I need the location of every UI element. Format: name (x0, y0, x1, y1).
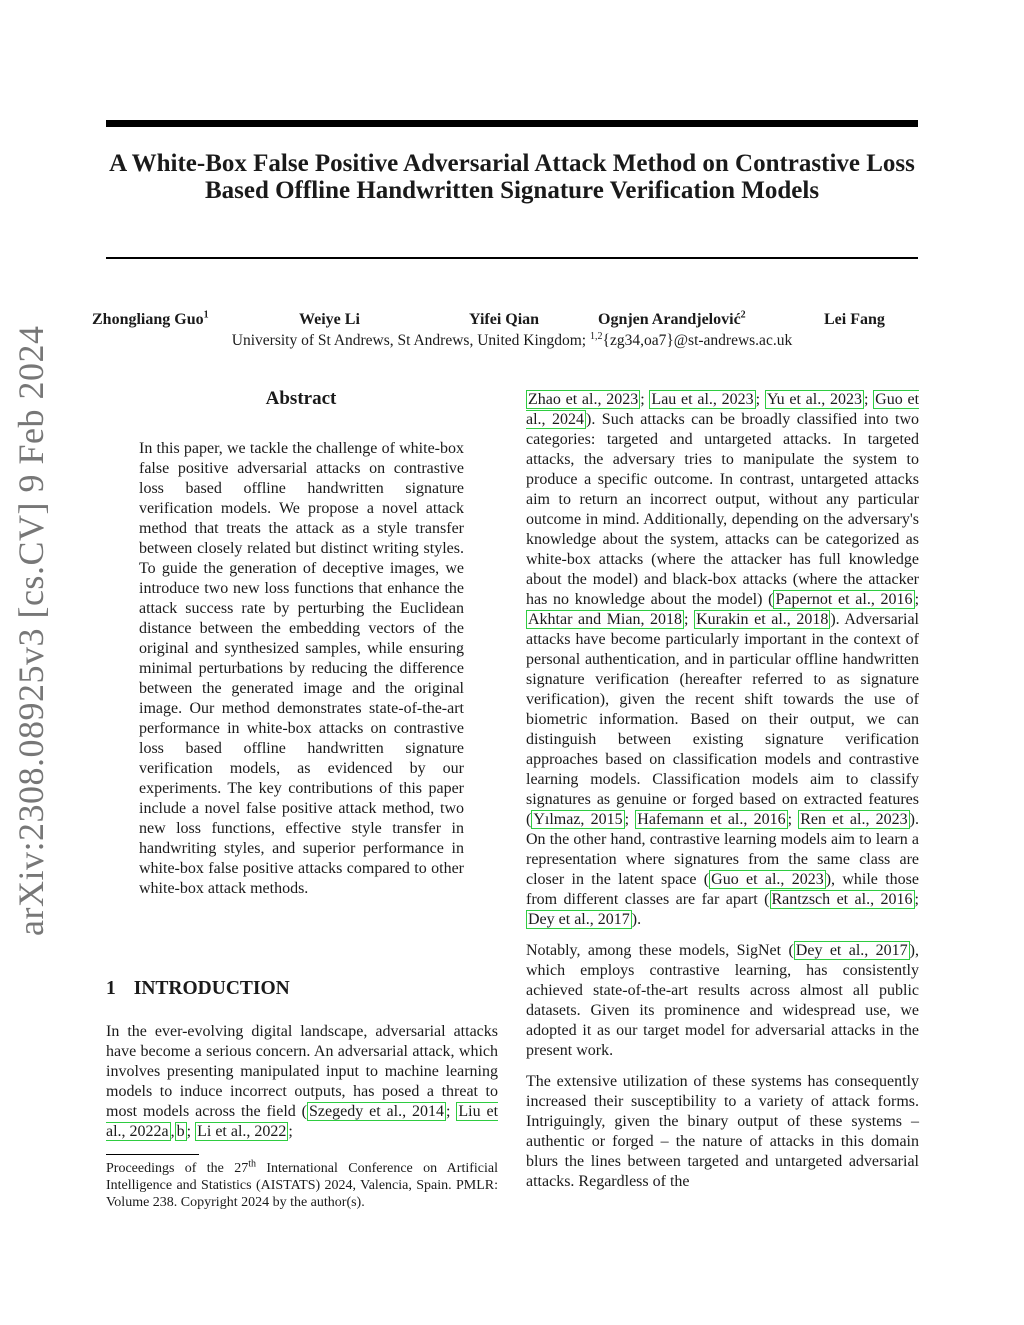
author-3: Yifei Qian (469, 311, 540, 328)
citation-link[interactable]: Zhao et al., 2023 (528, 391, 639, 408)
author-4: Ognjen Arandjelović$^2$ (598, 309, 746, 328)
citation-link[interactable]: Guo et al., 2024 (526, 391, 920, 428)
citation-link[interactable]: Lau et al., 2023 (651, 391, 754, 408)
citation-link[interactable]: Liu et al., 2022a (106, 1103, 499, 1140)
title-top-rule (106, 120, 918, 127)
citation-link[interactable]: Dey et al., 2017 (795, 942, 908, 959)
citation-link[interactable]: Hafemann et al., 2016 (637, 811, 786, 828)
citation-link[interactable]: b (176, 1123, 185, 1140)
title-bottom-rule (106, 257, 918, 259)
paragraph: Zhao et al., 2023 ; Lau et al., 2023 ; Yu et al., 2023 ; Guo et al., 2024 ). Such attacks can be broadly classified into two categories: targeted and untargeted attacks. In targeted attacks, the adversary tries to manipulate the system to produce a specific outcome. In contrast, untargeted attacks aim to return an incorrect output, without any particular outcome in mind. Additionally, depending on the adversary's knowledge about the system, attacks can be categorized as white-box attacks (where the attacker has full knowledge about the model) and black-box attacks (where the attacker has no knowledge about the model) ( Papernot et al., 2016 ; Akhtar and Mian, 2018 ; Kurakin et al., 2018 ). Adversarial attacks have become particularly important in the context of personal authentication, and in particular offline handwritten signature verification (hereafter referred to as signature verification), given the recent shift towards the use of biometric information. Based on their output, we can distinguish between existing signature verification approaches based on classification models and contrastive learning models. Classification models aim to classify signatures as genuine or forged based on extracted features ( Yılmaz, 2015 ; Hafemann et al., 2016 ; Ren et al., 2023 ). On the other hand, contrastive learning models aim to learn a representation where signatures from the same class are closer in the latent space ( Guo et al., 2023 ), while those from different classes are far apart ( Rantzsch et al., 2016 ; Dey et al., 2017 ). (526, 391, 920, 928)
citation-link[interactable]: Rantzsch et al., 2016 (771, 891, 913, 908)
author-email[interactable]: {zg34,oa7}@st-andrews.ac.uk (602, 332, 793, 349)
paragraph: Notably, among these models, SigNet ( Dey et al., 2017 ), which employs contrastive learning, has consistently achieved state-of-the-art results across almost all public datasets. Given its prominence and widespread use, we adopted it as our target model for adversarial attacks in the present work. (526, 942, 919, 1059)
citation-link[interactable]: Szegedy et al., 2014 (309, 1103, 445, 1120)
citation-link[interactable]: Yılmaz, 2015 (533, 811, 623, 828)
arxiv-watermark: arXiv:2308.08925v3 [cs.CV] 9 Feb 2024 (11, 325, 51, 936)
citation-link[interactable]: Yu et al., 2023 (766, 391, 862, 408)
affiliation: University of St Andrews, St Andrews, United Kingdom; $^{1,2}${zg34,oa7}@st-andrews.ac.uk (231, 330, 793, 349)
abstract-heading: Abstract (265, 388, 337, 409)
citation-link[interactable]: Ren et al., 2023 (800, 811, 908, 828)
paper-title: A White-Box False Positive Adversarial Attack Method on Contrastive Loss Based Offline Handwritten Signature Verification Models (109, 150, 915, 204)
footnote-rule (106, 1154, 199, 1155)
citation-link[interactable]: Kurakin et al., 2018 (696, 611, 829, 628)
abstract-text: In this paper, we tackle the challenge of white-box false positive adversarial attacks on contrastive loss based offline handwritten signature verification models. We propose a novel attack method that treats the attack as a style transfer between closely related but distinct writing styles. To guide the generation of deceptive images, we introduce two new loss functions that enhance the attack success rate by perturbing the Euclidean distance between the embedding vectors of the original and synthesized samples, while ensuring minimal perturbations by reducing the difference between the generated image and the original image. Our method demonstrates state-of-the-art performance in white-box attacks on contrastive loss based offline handwritten signature verification models, as evidenced by our experiments. The key contributions of this paper include a novel false positive attack method, two new loss functions, effective style transfer in handwriting styles, and superior performance in white-box false positive attacks compared to other white-box attack methods. (139, 440, 464, 897)
intro-paragraph: In the ever-evolving digital landscape, adversarial attacks have become a serious concern. An adversarial attack, which involves presenting manipulated input to machine learning models to induce incorrect outputs, has posed a threat to most models across the field ( Szegedy et al., 2014 ; Liu et al., 2022a , b ; Li et al., 2022 ; (106, 1023, 499, 1140)
author-1: Zhongliang Guo$^1$ (92, 309, 209, 328)
citation-link[interactable]: Akhtar and Mian, 2018 (528, 611, 683, 628)
author-2: Weiye Li (299, 311, 360, 328)
right-column (526, 390, 919, 1203)
citation-link[interactable]: Li et al., 2022 (197, 1123, 287, 1140)
citation-link[interactable]: Dey et al., 2017 (528, 911, 630, 928)
author-5: Lei Fang (824, 311, 885, 328)
citation-link[interactable]: Guo et al., 2023 (711, 871, 824, 888)
paragraph: The extensive utilization of these systems has consequently increased their susceptibility to a variety of attack forms. Intriguingly, given the binary output of these systems – authentic or forged – the nature of attacks in this domain blurs the lines between targeted and untargeted adversarial attacks. Regardless of the (526, 1073, 919, 1190)
footnote: Proceedings of the 27th International Conference on Artificial Intelligence and Statistics (AISTATS) 2024, Valencia, Spain. PMLR: Volume 238. Copyright 2024 by the author(s). (106, 1158, 498, 1210)
section-heading: 1 INTRODUCTION (106, 978, 290, 999)
citation-link[interactable]: Papernot et al., 2016 (775, 591, 913, 608)
